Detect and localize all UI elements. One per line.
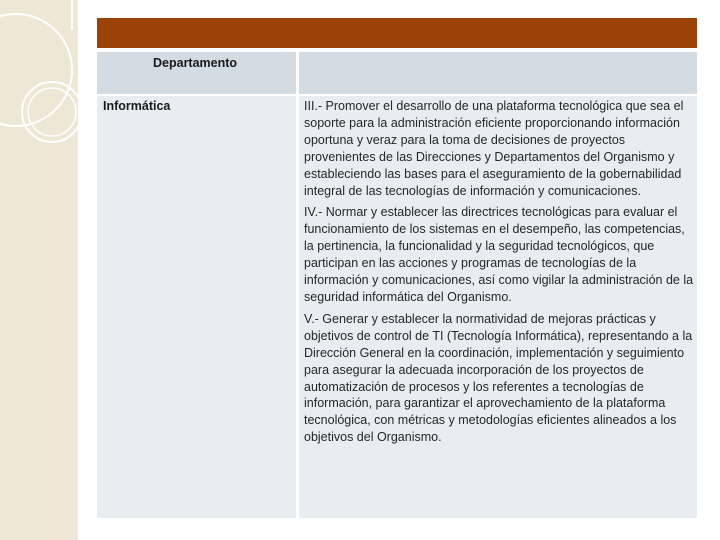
- function-paragraph: V.- Generar y establecer la normatividad de mejoras prácticas y objetivos de control de TI (Tecnología Informática), representando a la Dirección General en la coordinación, implementación y seguimiento para asegurar la adecuada incorporación de los proyectos de automatización de procesos y los referentes a tecnologías de información, para garantizar el aprovechamiento de la plataforma tecnológica, con métricas y metodologías eficientes alineados a los objetivos del Organismo.: [304, 311, 693, 445]
- department-cell: [97, 96, 296, 518]
- decorative-circles: [0, 0, 100, 200]
- department-name: Informática: [103, 99, 171, 113]
- header-departamento: Departamento: [153, 56, 238, 70]
- header-cell-right: [299, 52, 697, 94]
- table-header-bar: [97, 18, 697, 48]
- function-paragraph: III.- Promover el desarrollo de una plataforma tecnológica que sea el soporte para la administración eficiente proporcionando información oportuna y veraz para la toma de decisiones de proyectos provenientes de las Direcciones y Departamentos del Organismo y estableciendo las bases para el aseguramiento de la gobernabilidad integral de las tecnologías de información y comunicaciones.: [304, 99, 684, 198]
- function-paragraph: IV.- Normar y establecer las directrices tecnológicas para evaluar el funcionamiento de los sistemas en el desempeño, las competencias, la pertinencia, la funcionalidad y la seguridad tecnológicos, que participan en las acciones y programas de tecnologías de la información y comunicaciones, así como vigilar la administración de la seguridad informática del Organismo.: [304, 205, 694, 304]
- functions-text: [304, 98, 696, 451]
